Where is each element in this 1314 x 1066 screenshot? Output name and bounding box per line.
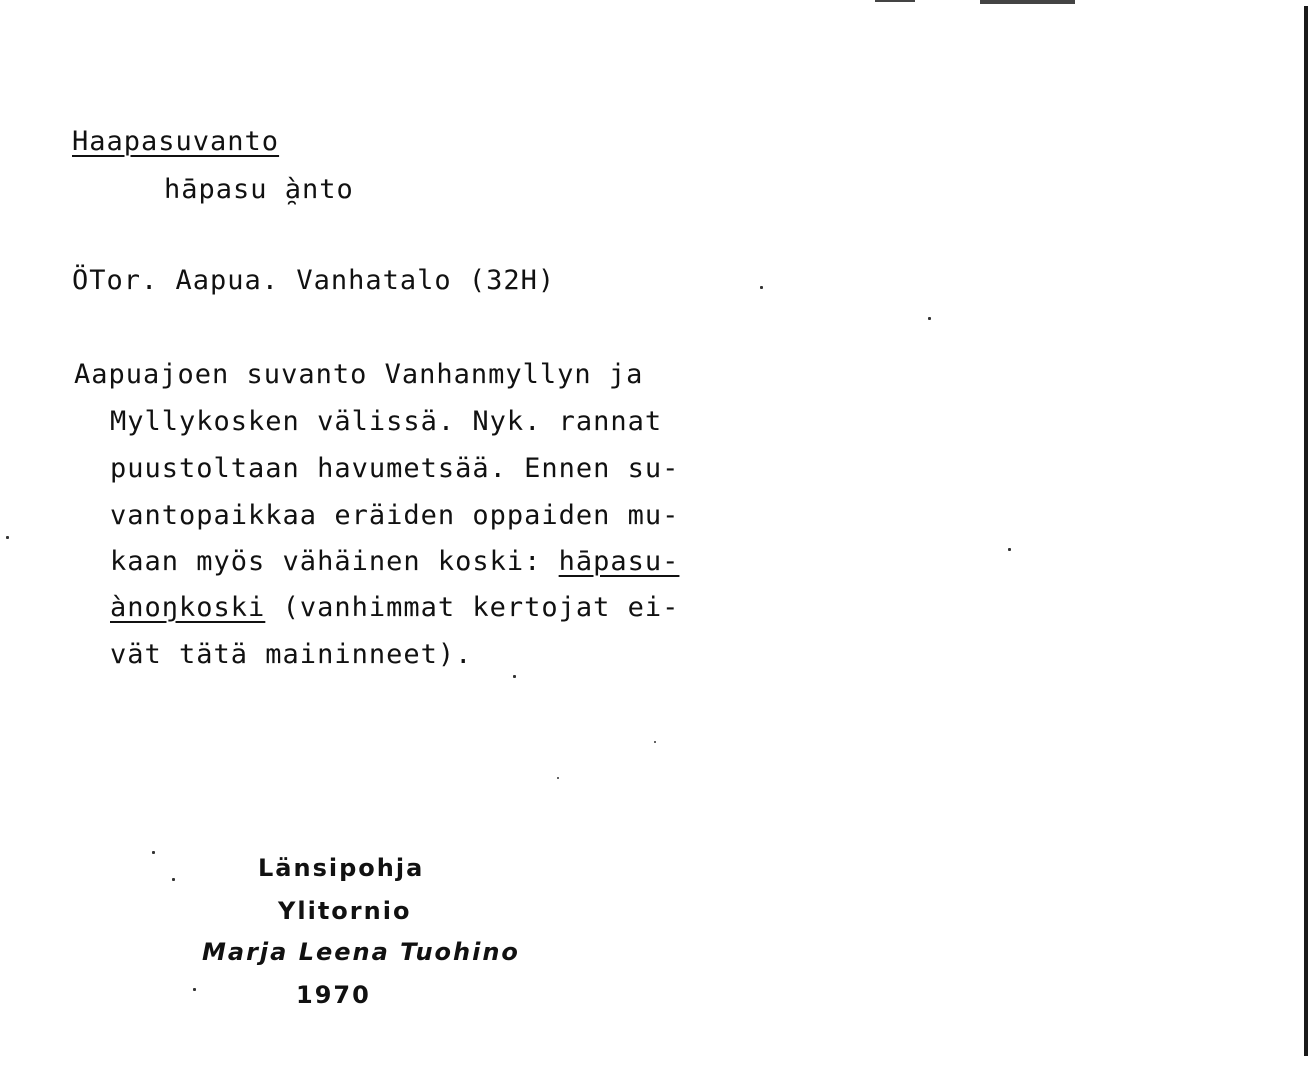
scan-edge-noise [980,0,1075,4]
description-line [110,594,679,621]
scan-speck [1008,548,1011,551]
scan-speck [760,286,763,289]
scan-speck [152,851,155,854]
description-line: Myllykosken välissä. Nyk. rannat [110,406,663,437]
description-line: vät tätä maininneet). [110,639,473,670]
description-line [110,548,679,575]
description-text: (vanhimmat kertojat ei- [265,592,680,623]
scan-speck [513,675,516,678]
scan-speck [928,317,931,320]
scan-speck [654,741,656,743]
underlined-name-variant: ànoŋkoski [110,592,266,623]
description-line: vantopaikkaa eräiden oppaiden mu- [110,500,680,531]
scan-speck [6,536,9,539]
scan-speck [193,988,196,991]
stamp-collector: Marja Leena Tuohino [202,938,520,966]
entry-title: Haapasuvanto [72,126,280,157]
location-line: ÖTor. Aapua. Vanhatalo (32H) [72,265,556,296]
scan-speck [557,777,559,779]
underlined-name-variant: hāpasu- [558,546,680,577]
phonetic-transcription: hāpasu ̯ànto [164,174,354,205]
stamp-parish: Ylitornio [278,897,412,925]
description-text: kaan myös vähäinen koski: [110,546,559,577]
scan-edge-noise [875,0,915,2]
stamp-region: Länsipohja [258,854,425,882]
card-edge-line [1304,6,1308,1056]
scan-speck [172,878,175,881]
description-line: puustoltaan havumetsää. Ennen su- [110,453,680,484]
stamp-year: 1970 [296,981,371,1009]
description-line: Aapuajoen suvanto Vanhanmyllyn ja [74,359,644,390]
